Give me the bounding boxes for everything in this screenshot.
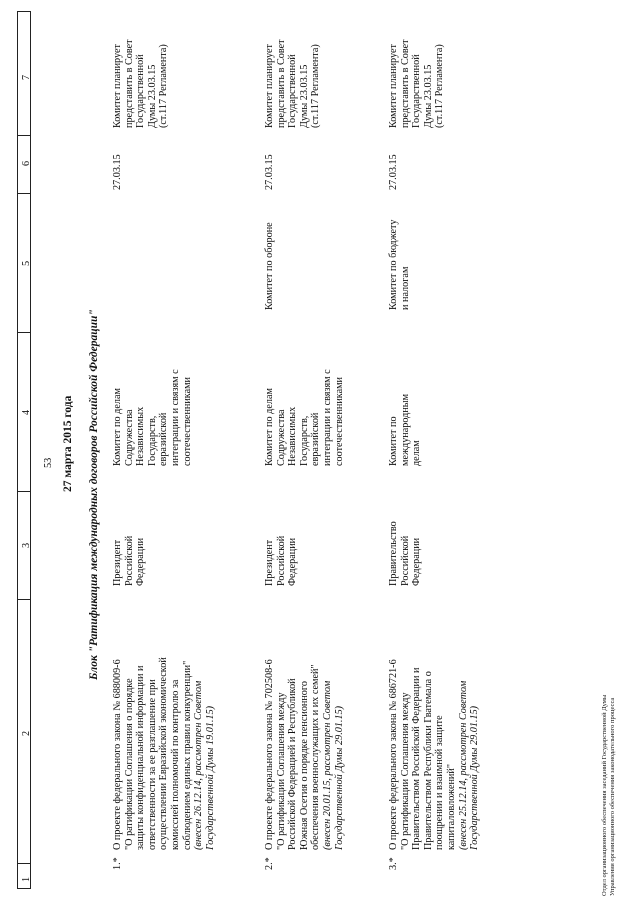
- block-title: Блок "Ратификация международных договоров Российской Федерации": [88, 309, 100, 680]
- header-separator-3: [17, 491, 30, 492]
- row-3-committee: Комитет по международным делам: [388, 393, 423, 466]
- row-1-date: 27.03.15: [112, 154, 123, 190]
- row-1-committee: Комитет по делам Содружества Независимых Государств, евразийской интеграции и связям с соотечественниками: [112, 369, 193, 466]
- row-3-plan: Комитет планирует представить в Совет Государственной Думы 23.03.15 (ст.117 Регламента): [388, 39, 446, 128]
- header-separator-4: [17, 332, 30, 333]
- table-header-right-border: [30, 11, 31, 889]
- table-top-border: [17, 11, 30, 12]
- header-col-1: 1: [21, 876, 32, 882]
- row-3-co-committee: Комитет по бюджету и налогам: [388, 219, 411, 310]
- footer-note: Отдел организационного обеспечения заседаний Государственной Думы Управления организационного обеспечения законодательного процесса: [601, 694, 616, 896]
- table-left-border: [17, 11, 18, 889]
- page-number: 53: [43, 457, 54, 468]
- row-3-date: 27.03.15: [388, 154, 399, 190]
- header-col-2: 2: [21, 730, 32, 736]
- row-1-description: О проекте федерального закона № 688009-6 "О ратификации Соглашения о порядке защиты конфиденциальной информации и ответственности за ее разглашение при осуществлении Евразийской экономической комиссией полномочий по контролю за соблюдением единых правил конкуренции" (внесен 26.12.14, рассмотрен Советом Государственной Думы 19.01.15): [112, 657, 216, 850]
- header-col-6: 6: [21, 160, 32, 166]
- header-separator-6: [17, 135, 30, 136]
- row-2-date: 27.03.15: [264, 154, 275, 190]
- row-1-initiator: Президент Российской Федерации: [112, 535, 147, 586]
- row-1-plan: Комитет планирует представить в Совет Государственной Думы 23.03.15 (ст.117 Регламента): [112, 39, 170, 128]
- row-2-committee: Комитет по делам Содружества Независимых Государств, евразийской интеграции и связям с соотечественниками: [264, 369, 345, 466]
- table-bottom-border: [17, 888, 30, 889]
- date-heading: 27 марта 2015 года: [62, 395, 74, 492]
- row-2-initiator: Президент Российской Федерации: [264, 535, 299, 586]
- row-3-number: 3.*: [388, 857, 399, 870]
- row-3-description: О проекте федерального закона № 686721-6 "О ратификации Соглашения между Правительством Российской Федерации и Правительством Республики Гватемала о поощрении и взаимной защите капиталовложений" (внесен 25.12.14, рассмотрен Советом Государственной Думы 29.01.15): [388, 659, 481, 850]
- header-col-5: 5: [21, 260, 32, 266]
- row-2-co-committee: Комитет по обороне: [264, 222, 275, 310]
- row-2-number: 2.*: [264, 857, 275, 870]
- header-col-4: 4: [21, 409, 32, 415]
- row-2-plan: Комитет планирует представить в Совет Государственной Думы 23.03.15 (ст.117 Регламента): [264, 39, 322, 128]
- header-col-7: 7: [21, 74, 32, 80]
- row-1-number: 1.*: [112, 857, 123, 870]
- header-separator-5: [17, 193, 30, 194]
- row-3-initiator: Правительство Российской Федерации: [388, 521, 423, 586]
- header-col-3: 3: [21, 542, 32, 548]
- header-separator-2: [17, 599, 30, 600]
- row-2-description: О проекте федерального закона № 702508-6 "О ратификации Соглашения между Российской Федерацией и Республикой Южная Осетия о порядке пенсионного обеспечения военнослужащих и их семей" (внесен 20.01.15, рассмотрен Советом Государственной Думы 29.01.15): [264, 659, 345, 850]
